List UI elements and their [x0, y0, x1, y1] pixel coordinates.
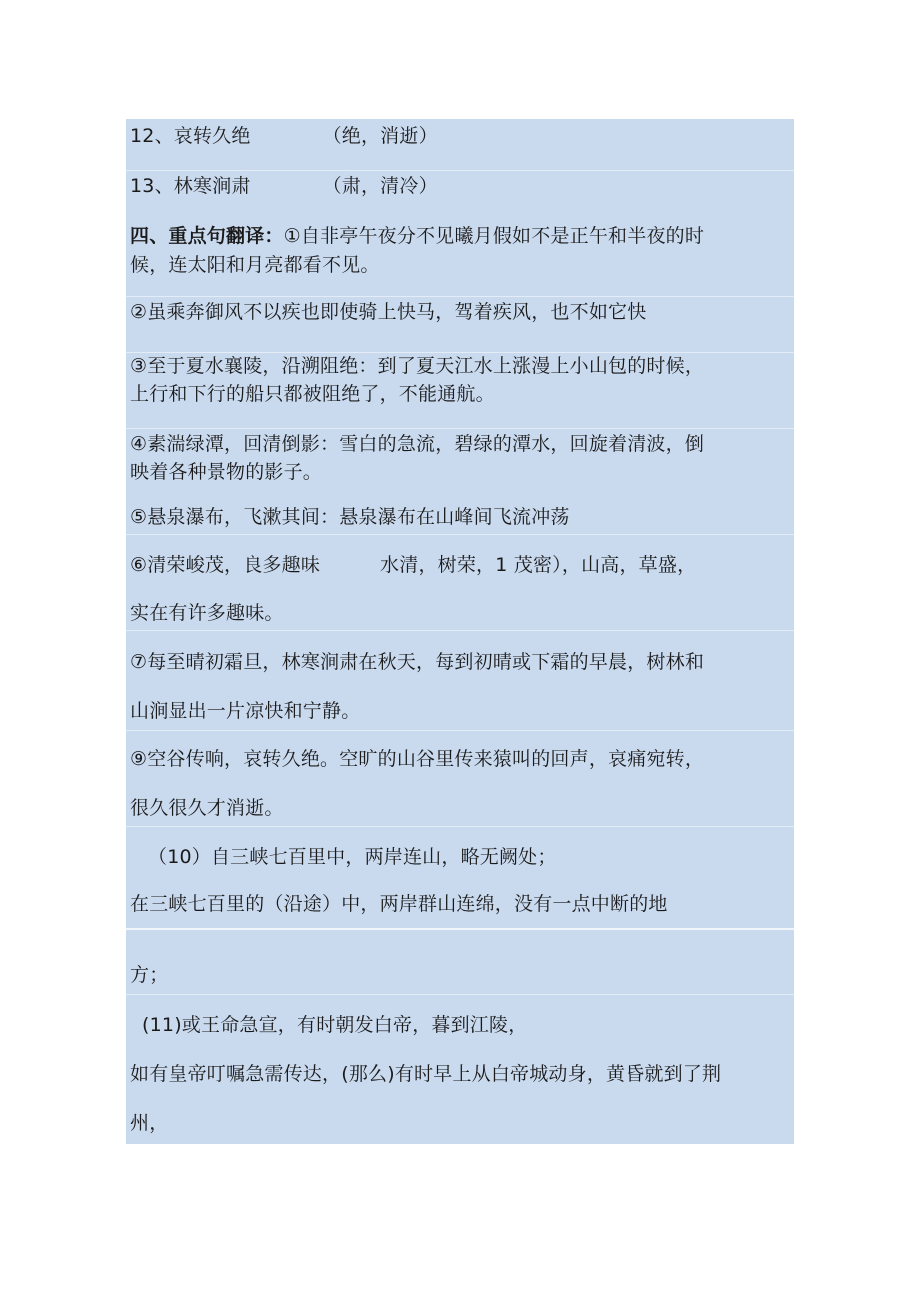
sentence-11-line-2: 州， — [130, 1112, 169, 1134]
divider — [126, 826, 794, 827]
sentence-source: ⑥清荣峻茂，良多趣味 — [130, 554, 321, 576]
divider — [126, 296, 794, 297]
sentence-6-line-2: 实在有许多趣味。 — [130, 602, 284, 624]
divider — [126, 428, 794, 429]
vocab-gloss: （肃，清冷） — [322, 175, 438, 197]
divider — [126, 534, 794, 535]
sentence-9-line-2: 很久很久才消逝。 — [130, 797, 284, 819]
sentence-2: ②虽乘奔御风不以疾也即使骑上快马，驾着疾风，也不如它快 — [130, 301, 647, 323]
divider — [126, 994, 794, 995]
vocab-term: 12、哀转久绝 — [130, 125, 251, 147]
sentence-text: ①自非亭午夜分不见曦月假如不是正午和半夜的时 — [283, 225, 705, 247]
divider — [126, 928, 794, 930]
divider — [126, 730, 794, 731]
sentence-3-line-1: ③至于夏水襄陵，沿溯阻绝：到了夏天江水上涨漫上小山包的时候， — [130, 355, 705, 377]
sentence-1-line-1 — [130, 223, 704, 249]
vocab-gloss: （绝，消逝） — [322, 125, 438, 147]
sentence-4-line-1: ④素湍绿潭，回清倒影：雪白的急流，碧绿的潭水，回旋着清波，倒 — [130, 433, 705, 455]
sentence-7-line-1: ⑦每至晴初霜旦，林寒涧肃在秋天，每到初晴或下霜的早晨，树林和 — [130, 651, 705, 673]
sentence-7-line-2: 山涧显出一片凉快和宁静。 — [130, 700, 361, 722]
sentence-10-line-2: 方； — [130, 964, 169, 986]
vocab-term: 13、林寒涧肃 — [130, 175, 251, 197]
sentence-10-line-1: 在三峡七百里的（沿途）中，两岸群山连绵，没有一点中断的地 — [130, 893, 668, 915]
sentence-3-line-2: 上行和下行的船只都被阻绝了，不能通航。 — [130, 383, 495, 405]
section-heading: 四、重点句翻译： — [130, 225, 284, 247]
sentence-11-source: (11)或王命急宣，有时朝发白帝，暮到江陵， — [142, 1014, 528, 1036]
sentence-9-line-1: ⑨空谷传响，哀转久绝。空旷的山谷里传来猿叫的回声，哀痛宛转， — [130, 748, 705, 770]
vocab-item-13 — [130, 173, 438, 199]
divider — [126, 630, 794, 631]
sentence-1-line-2: 候，连太阳和月亮都看不见。 — [130, 254, 380, 276]
sentence-translation: 水清，树荣，1 茂密），山高，草盛， — [380, 554, 697, 576]
vocab-item-12 — [130, 123, 438, 149]
sentence-10-source: （10）自三峡七百里中，两岸连山，略无阙处； — [148, 846, 557, 868]
sentence-6-line-1 — [130, 552, 696, 578]
divider — [126, 170, 794, 171]
sentence-4-line-2: 映着各种景物的影子。 — [130, 461, 323, 483]
sentence-11-line-1: 如有皇帝叮嘱急需传达，(那么)有时早上从白帝城动身，黄昏就到了荆 — [130, 1063, 722, 1085]
sentence-5: ⑤悬泉瀑布，飞漱其间：悬泉瀑布在山峰间飞流冲荡 — [130, 506, 570, 528]
